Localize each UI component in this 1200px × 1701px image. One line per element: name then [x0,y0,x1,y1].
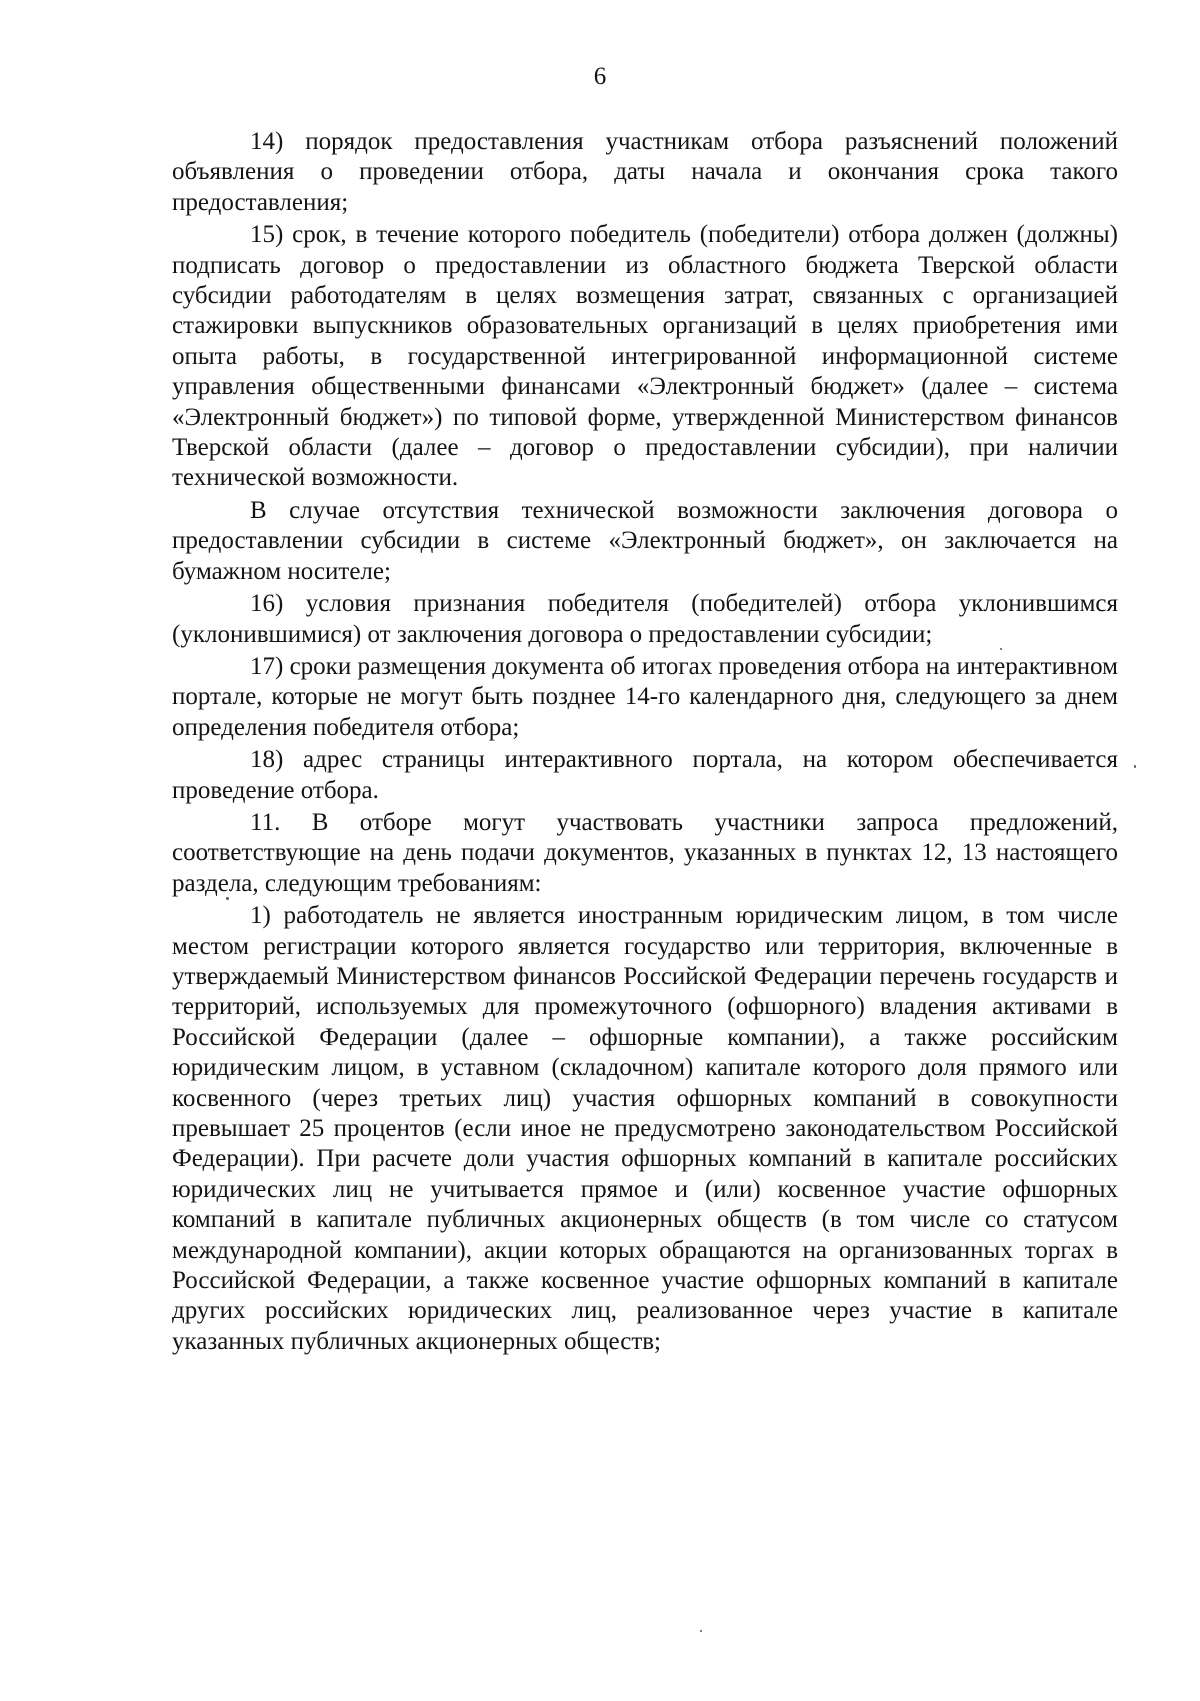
scan-speck [1134,765,1136,768]
page-number: 6 [593,63,607,90]
paragraph-item-18: 18) адрес страницы интерактивного портала, на котором обеспечивается проведение отбора. [172,746,1118,804]
paragraph-item-14: 14) порядок предоставления участникам отбора разъяснений положений объявления о проведении отбора, даты начала и окончания срока такого предоставления; [172,128,1118,216]
paragraph-item-16: 16) условия признания победителя (победителей) отбора уклонившимся (уклонившимися) от заключения договора о предоставлении субсидии; [172,590,1118,648]
paragraph-clause-11: 11. В отборе могут участвовать участники запроса предложений, соответствующие на день подачи документов, указанных в пунктах 12, 13 настоящего раздела, следующим требованиям: [172,808,1118,897]
paragraph-no-tech-possibility: В случае отсутствия технической возможности заключения договора о предоставлении субсидии в системе «Электронный бюджет», он заключается на бумажном носителе; [172,496,1118,585]
paragraph-item-15: 15) срок, в течение которого победитель (победители) отбора должен (должны) подписать договор о предоставлении из областного бюджета Тверской области субсидии работодателям в целях возмещения затрат, связанных с организацией стажировки выпускников образовательных организаций в целях приобретения ими опыта работы, в государственной интегрированной информационной системе управления общественными финансами «Электронный бюджет» (далее – система «Электронный бюджет») по типовой форме, утвержденной Министерством финансов Тверской области (далее – договор о предоставлении субсидии), при наличии технической возможности. [172,221,1118,492]
paragraph-item-17: 17) сроки размещения документа об итогах проведения отбора на интерактивном портале, которые не могут быть позднее 14-го календарного дня, следующего за днем определения победителя отбора; [172,652,1118,741]
document-body [172,127,1118,1359]
scan-speck [1000,648,1002,650]
scan-speck [700,1630,702,1632]
paragraph-requirement-1: 1) работодатель не является иностранным юридическим лицом, в том числе местом регистрации которого является государство или территория, включенные в утверждаемый Министерством финансов Российской Федерации перечень государств и территорий, используемых для промежуточного (офшорного) владения активами в Российской Федерации (далее – офшорные компании), а также российским юридическим лицом, в уставном (складочном) капитале которого доля прямого или косвенного (через третьих лиц) участия офшорных компаний в совокупности превышает 25 процентов (если иное не предусмотрено законодательством Российской Федерации). При расчете доли участия офшорных компаний в капитале российских юридических лиц не учитывается прямое и (или) косвенное участие офшорных компаний в капитале публичных акционерных обществ (в том числе со статусом международной компании), акции которых обращаются на организованных торгах в Российской Федерации, а также косвенное участие офшорных компаний в капитале других российских юридических лиц, реализованное через участие в капитале указанных публичных акционерных обществ; [172,902,1118,1355]
scan-speck [226,897,229,900]
